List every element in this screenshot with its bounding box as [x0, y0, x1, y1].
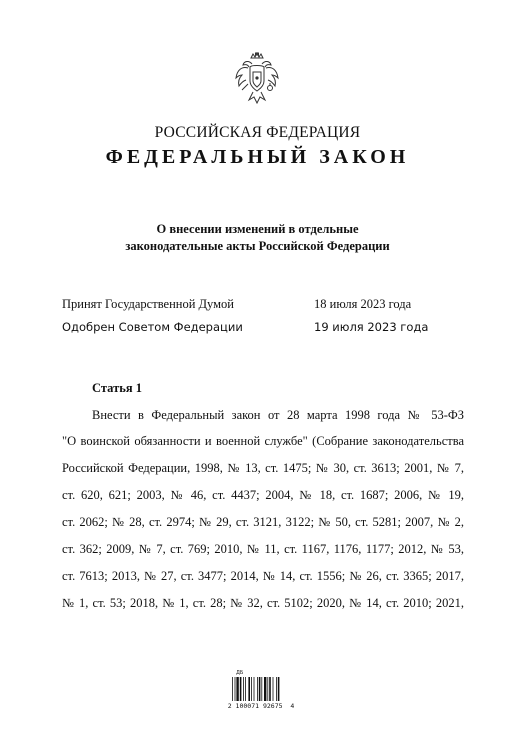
article-text-line: "О воинской обязанности и военной службе" (Собрание законодательства: [62, 434, 464, 448]
coat-of-arms-icon: [234, 52, 280, 106]
article-text-line: Российской Федерации, 1998, № 13, ст. 1475; № 30, ст. 3613; 2001, № 7,: [62, 461, 464, 475]
adopted-by-duma-label: Принят Государственной Думой: [62, 297, 234, 311]
country-name: РОССИЙСКАЯ ФЕДЕРАЦИЯ: [154, 124, 361, 141]
article-text-line: ст. 2062; № 28, ст. 2974; № 29, ст. 3121, 3122; № 50, ст. 5281; 2007, № 2,: [62, 515, 464, 529]
approved-by-council-label: Одобрен Советом Федерации: [62, 320, 243, 334]
article-text-line: ст. 7613; 2013, № 27, ст. 3477; 2014, № 14, ст. 1556; № 26, ст. 3365; 2017,: [62, 569, 464, 583]
adopted-by-duma-date: 18 июля 2023 года: [314, 297, 412, 311]
approved-by-council-date: 19 июля 2023 года: [314, 320, 429, 334]
article-text-line: ст. 362; 2009, № 7, ст. 769; 2010, № 11, ст. 1167, 1176, 1177; 2012, № 53,: [62, 542, 464, 556]
law-title-line-2: законодательные акты Российской Федерации: [125, 239, 390, 253]
article-text-line: № 1, ст. 53; 2018, № 1, ст. 28; № 32, ст. 5102; 2020, № 14, ст. 2010; 2021,: [62, 596, 464, 610]
barcode-number: 2 100071 92675 4: [227, 702, 295, 710]
article-heading: Статья 1: [92, 381, 142, 395]
article-text-line: ст. 620, 621; 2003, № 46, ст. 4437; 2004, № 18, ст. 1687; 2006, № 19,: [62, 488, 464, 502]
law-type-heading: ФЕДЕРАЛЬНЫЙ ЗАКОН: [105, 146, 410, 168]
article-text-line: Внести в Федеральный закон от 28 марта 1998 года № 53-ФЗ: [92, 408, 464, 422]
law-title-line-1: О внесении изменений в отдельные: [156, 222, 359, 236]
barcode-caption: ДБ: [236, 670, 244, 676]
